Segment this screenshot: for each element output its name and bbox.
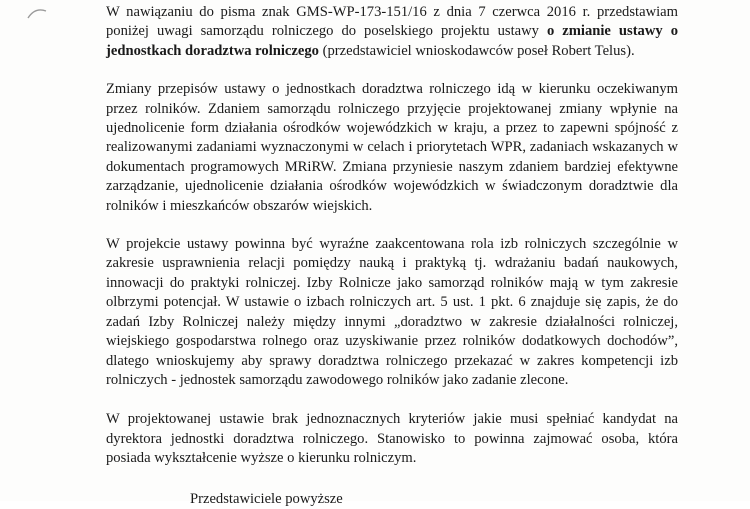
document-body: [106, 3, 678, 488]
paragraph-director-criteria: W projektowanej ustawie brak jednoznacznych kryteriów jakie musi spełniać kandydat na dyrektora jednostki doradztwa rolniczego. Stanowisko to powinna zajmować osoba, która posiada wykształcenie wyższe o kierunku rolniczym.: [106, 411, 678, 467]
paragraph-intro: [106, 3, 678, 61]
paragraph-changes: Zmiany przepisów ustawy o jednostkach doradztwa rolniczego idą w kierunku oczekiwanym przez rolników. Zdaniem samorządu rolniczego przyjęcie projektowanej zmiany wpłynie na ujednolicenie form działania ośrodków wojewódzkich w kraju, a przez to zapewni spójność z realizowanymi zadaniami wyznaczonymi w celach i priorytetach WPR, zadaniach wskazanych w dokumentach programowych MRiRW. Zmiana przyniesie naszym zdaniem bardziej efektywne zarządzanie, ujednolicenie działania ośrodków wojewódzkich w świadczonym doradztwie dla rolników i mieszkańców obszarów wiejskich.: [106, 81, 678, 214]
footer-text: Przedstawiciele powyższe: [190, 491, 343, 507]
paragraph-intro-text: W nawiązaniu do pisma znak GMS-WP-173-151/16 z dnia 7 czerwca 2016 r. przedstawiam poniżej uwagi samorządu rolniczego do poselskiego projektu ustawy: [106, 4, 678, 40]
paragraph-chambers-role: W projekcie ustawy powinna być wyraźne zaakcentowana rola izb rolniczych szczególnie w zakresie usprawnienia relacji pomiędzy nauką i praktyką tj. wdrażaniu badań naukowych, innowacji do praktyki rolniczej. Izby Rolnicze jako samorząd rolników mają w tym zakresie olbrzymi potencjał. W ustawie o izbach rolniczych art. 5 ust. 1 pkt. 6 znajduje się zapis, że do zadań Izby Rolniczej należy między innymi „doradztwo w zakresie działalności rolniczej, wiejskiego gospodarstwa rolnego oraz uzyskiwanie przez rolników dodatkowych dochodów”, dlatego wnioskujemy aby sprawy doradztwa rolniczego przekazać w zakres kompetencji izb rolniczych - jednostek samorządu zawodowego rolników jako zadanie zlecone.: [106, 236, 678, 388]
paragraph-intro-end: (przedstawiciel wnioskodawców poseł Robert Telus).: [318, 42, 635, 59]
corner-mark-icon: [26, 6, 48, 20]
bill-title: o zmianie ustawy o jednostkach doradztwa rolniczego: [106, 23, 678, 59]
